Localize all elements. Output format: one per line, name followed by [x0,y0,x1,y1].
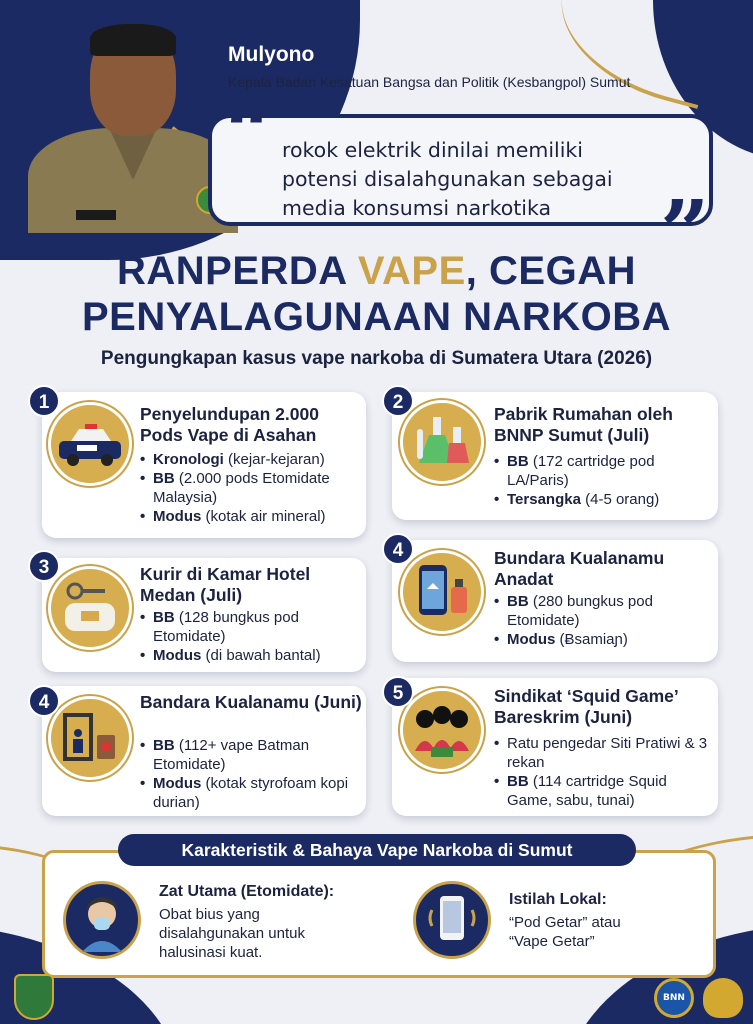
case-card [392,678,718,816]
case-title: Bandara Kualanamu (Juni) [140,692,362,712]
case-title: Bundara Kualanamu Anadat [494,548,665,589]
characteristic-title: Zat Utama (Etomidate): [159,883,335,900]
characteristic-text: “Pod Getar” atau “Vape Getar” [509,914,621,950]
case-bullet: • Tersangka (4-5 orang) [494,490,714,509]
case-bullet: • BB (2.000 pods Etomidate Malaysia) [140,469,362,507]
quote-box [208,114,713,226]
case-bullet: • Kronologi (kejar-kejaran) [140,450,362,469]
case-card [42,392,366,538]
polri-emblem-logo [703,978,743,1018]
case-title: Penyelundupan 2.000 Pods Vape di Asahan [140,404,319,445]
case-bullet: • BB (114 cartridge Squid Game, sabu, tunai) [494,772,714,810]
vibrating-phone-icon [413,881,491,959]
airport-scanner-icon [48,696,132,780]
case-bullets [140,608,362,665]
hotel-key-icon [48,566,132,650]
speaker-portrait [28,18,238,233]
case-bullet: • BB (112+ vape Batman Etomidate) [140,736,362,774]
characteristics-heading: Karakteristik & Bahaya Vape Narkoba di Sumut [118,834,636,866]
case-number-badge: 1 [28,385,60,417]
case-title: Sindikat ‘Squid Game’ Bareskrim (Juni) [494,686,678,727]
quote-line: rokok elektrik dinilai memiliki [282,138,584,162]
case-bullet: • Modus (Ƀsamiaɲ) [494,630,714,649]
case-bullet: • Modus (kotak styrofoam kopi durian) [140,774,362,812]
characteristics-box [42,850,716,978]
case-bullet: • Modus (kotak air mineral) [140,507,362,526]
case-number-badge: 4 [382,533,414,565]
bnn-logo: BNN [654,978,694,1018]
close-quote-icon: ” [660,182,710,283]
hair-shape [90,24,176,56]
case-card [392,392,718,520]
quote-line: media konsumsi narkotika [282,196,552,220]
case-card [392,540,718,662]
phone-luggage-icon [400,550,484,634]
speaker-name: Mulyono [212,40,330,70]
case-bullets [494,734,714,810]
police-car-icon [48,402,132,486]
case-number-badge: 2 [382,385,414,417]
characteristic-title: Istilah Lokal: [509,891,607,908]
case-bullet: • Modus (di bawah bantal) [140,646,362,665]
speaker-role: Kepala Badan Kesatuan Bangsa dan Politik (Kesbangpol) Sumut [228,74,631,90]
case-bullets [494,592,714,649]
case-bullets [140,450,362,526]
case-bullets [494,452,714,509]
case-card [42,558,366,672]
case-title: Kurir di Kamar Hotel Medan (Juli) [140,564,311,605]
characteristic-text: Obat bius yang disalahgunakan untuk halusinasi kuat. [159,906,305,961]
case-number-badge: 4 [28,685,60,717]
nametag-shape [76,210,116,220]
lab-flask-icon [400,400,484,484]
gas-mask-person-icon [63,881,141,959]
open-quote-icon: “ [225,82,275,183]
case-number-badge: 5 [382,676,414,708]
background-gold-line [543,0,723,109]
case-bullet: • Ratu pengedar Siti Pratiwi & 3 rekan [494,734,714,772]
squid-game-guards-icon [400,688,484,772]
page-title: RANPERDA VAPE, CEGAH PENYALAGUNAAN NARKOBA [81,249,672,339]
page-subtitle: Pengungkapan kasus vape narkoba di Sumatera Utara (2026) [100,348,653,369]
case-bullets [140,736,362,812]
sumut-emblem-logo [14,974,54,1020]
quote-line: potensi disalahgunakan sebagai [282,167,613,191]
case-bullet: • BB (172 cartridge pod LA/Paris) [494,452,714,490]
case-title: Pabrik Rumahan oleh BNNP Sumut (Juli) [494,404,673,445]
case-number-badge: 3 [28,550,60,582]
case-bullet: • BB (128 bungkus pod Etomidate) [140,608,362,646]
case-bullet: • BB (280 bungkus pod Etomidate) [494,592,714,630]
case-card [42,686,366,816]
